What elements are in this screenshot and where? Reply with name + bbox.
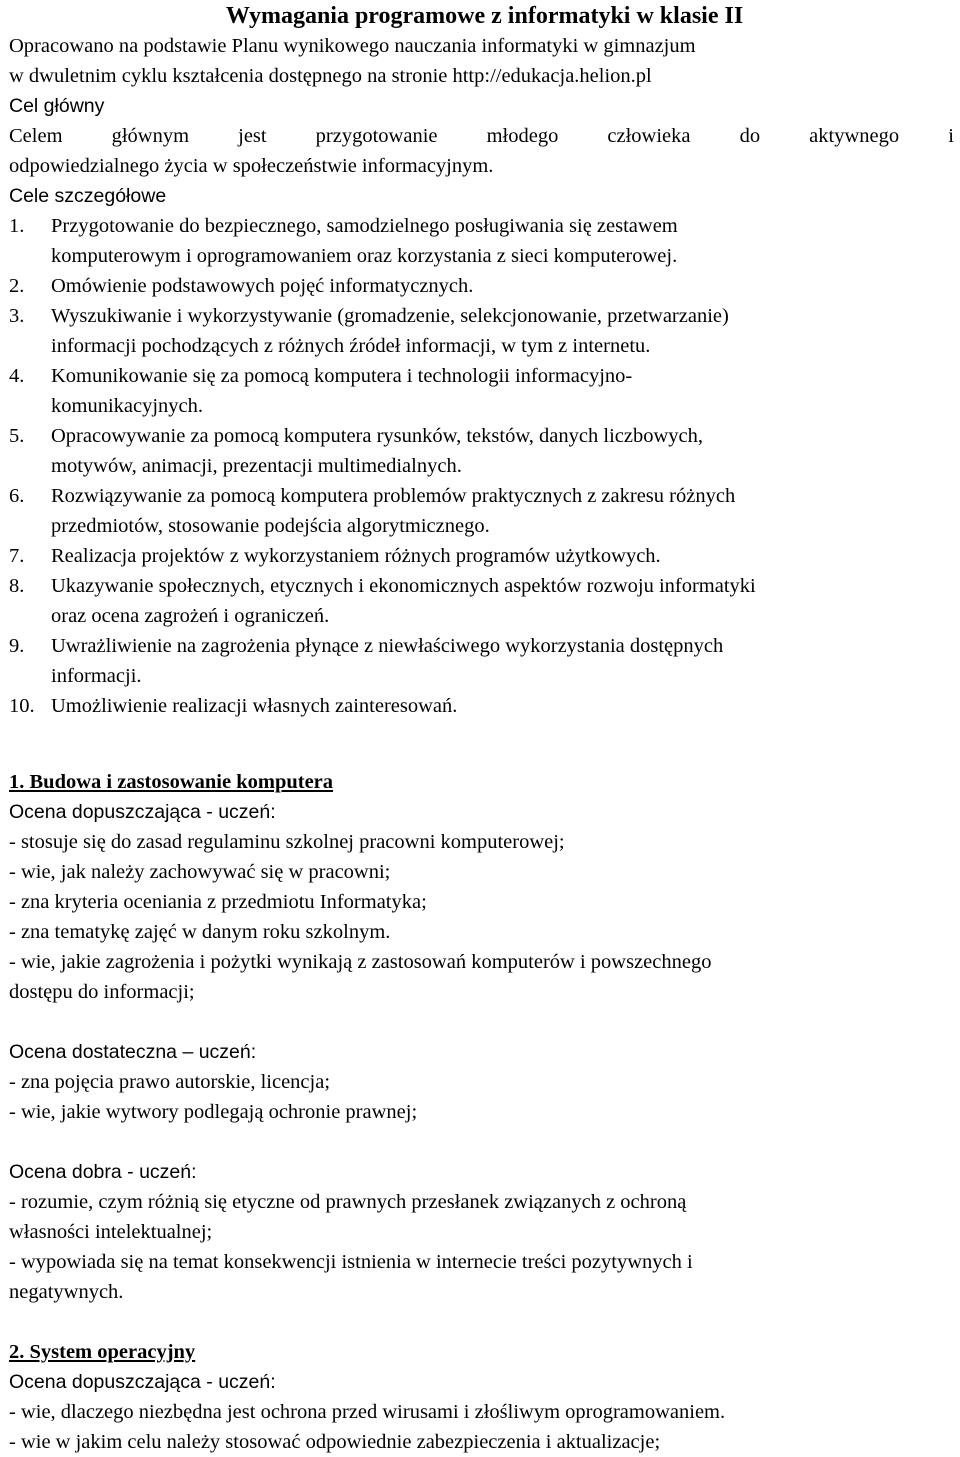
section-1-grade-dopuszczajaca-label: Ocena dopuszczająca - uczeń: bbox=[9, 801, 276, 823]
section-2-grade-dopuszczajaca-list bbox=[9, 1397, 960, 1457]
document-title: Wymagania programowe z informatyki w klasie II bbox=[225, 3, 744, 29]
objective-text-continued: motywów, animacji, prezentacji multimedialnych. bbox=[51, 455, 462, 477]
requirement-line: - zna tematykę zajęć w danym roku szkolnym. bbox=[9, 921, 391, 943]
objective-number: 10. bbox=[9, 695, 35, 717]
section-2-heading: 2. System operacyjny bbox=[9, 1341, 196, 1363]
detailed-goals-heading: Cele szczegółowe bbox=[9, 185, 167, 207]
goal-word: przygotowanie bbox=[315, 125, 438, 147]
objective-item bbox=[9, 571, 960, 601]
objective-number: 2. bbox=[9, 275, 25, 297]
objective-item bbox=[9, 361, 960, 391]
requirement-line: negatywnych. bbox=[9, 1281, 124, 1303]
objective-text: Ukazywanie społecznych, etycznych i ekonomicznych aspektów rozwoju informatyki bbox=[51, 575, 756, 597]
section-1-grade-dostateczna-list bbox=[9, 1067, 960, 1127]
requirement-line: - wypowiada się na temat konsekwencji istnienia w internecie treści pozytywnych i bbox=[9, 1251, 693, 1273]
requirement-line: - wie, dlaczego niezbędna jest ochrona przed wirusami i złośliwym oprogramowaniem. bbox=[9, 1401, 726, 1423]
objective-number: 1. bbox=[9, 215, 25, 237]
section-1-grade-dobra-list bbox=[9, 1187, 960, 1307]
section-1-heading: 1. Budowa i zastosowanie komputera bbox=[9, 771, 334, 793]
main-goal-line-1 bbox=[9, 121, 960, 151]
objective-text: Umożliwienie realizacji własnych zainteresowań. bbox=[51, 695, 458, 717]
intro-line-2: w dwuletnim cyklu kształcenia dostępnego na stronie http://edukacja.helion.pl bbox=[9, 65, 652, 87]
goal-word: jest bbox=[238, 125, 267, 147]
objective-number: 8. bbox=[9, 575, 25, 597]
requirement-line: dostępu do informacji; bbox=[9, 981, 195, 1003]
objective-text-continued: informacji pochodzących z różnych źródeł informacji, w tym z internetu. bbox=[51, 335, 651, 357]
objective-text: Opracowywanie za pomocą komputera rysunków, tekstów, danych liczbowych, bbox=[51, 425, 703, 447]
objective-item bbox=[9, 211, 960, 241]
goal-word: do bbox=[739, 125, 761, 147]
objective-number: 6. bbox=[9, 485, 25, 507]
objective-item bbox=[9, 301, 960, 331]
goal-word: człowieka bbox=[607, 125, 691, 147]
objective-number: 7. bbox=[9, 545, 25, 567]
objective-item bbox=[9, 481, 960, 511]
requirement-line: - wie w jakim celu należy stosować odpowiednie zabezpieczenia i aktualizacje; bbox=[9, 1431, 661, 1453]
requirement-line: - zna kryteria oceniania z przedmiotu Informatyka; bbox=[9, 891, 427, 913]
goal-word: i bbox=[948, 125, 954, 147]
requirement-line: - wie, jakie wytwory podlegają ochronie prawnej; bbox=[9, 1101, 418, 1123]
objective-item bbox=[9, 631, 960, 661]
requirement-line: - rozumie, czym różnią się etyczne od prawnych przesłanek związanych z ochroną bbox=[9, 1191, 687, 1213]
goal-word: głównym bbox=[111, 125, 190, 147]
objective-text: Przygotowanie do bezpiecznego, samodzielnego posługiwania się zestawem bbox=[51, 215, 678, 237]
objective-item bbox=[9, 691, 960, 721]
objective-text: Uwrażliwienie na zagrożenia płynące z niewłaściwego wykorzystania dostępnych bbox=[51, 635, 724, 657]
objective-text-continued: informacji. bbox=[51, 665, 142, 687]
main-goal-heading: Cel główny bbox=[9, 95, 105, 117]
objective-text: Wyszukiwanie i wykorzystywanie (gromadzenie, selekcjonowanie, przetwarzanie) bbox=[51, 305, 729, 327]
section-2-grade-dopuszczajaca-label: Ocena dopuszczająca - uczeń: bbox=[9, 1371, 276, 1393]
objective-number: 3. bbox=[9, 305, 25, 327]
objective-item bbox=[9, 541, 960, 571]
section-1-grade-dopuszczajaca-list bbox=[9, 827, 960, 1007]
requirement-line: - stosuje się do zasad regulaminu szkolnej pracowni komputerowej; bbox=[9, 831, 565, 853]
objective-text-continued: komunikacyjnych. bbox=[51, 395, 204, 417]
requirement-line: - zna pojęcia prawo autorskie, licencja; bbox=[9, 1071, 331, 1093]
objectives-list bbox=[9, 211, 960, 721]
goal-word: aktywnego bbox=[809, 125, 900, 147]
objective-item bbox=[9, 421, 960, 451]
section-1-grade-dobra-label: Ocena dobra - uczeń: bbox=[9, 1161, 197, 1183]
objective-number: 4. bbox=[9, 365, 25, 387]
requirement-line: - wie, jak należy zachowywać się w pracowni; bbox=[9, 861, 391, 883]
intro-line-1: Opracowano na podstawie Planu wynikowego nauczania informatyki w gimnazjum bbox=[9, 35, 696, 57]
requirement-line: własności intelektualnej; bbox=[9, 1221, 213, 1243]
objective-text: Omówienie podstawowych pojęć informatycznych. bbox=[51, 275, 474, 297]
goal-word: młodego bbox=[486, 125, 559, 147]
main-goal-line-2: odpowiedzialnego życia w społeczeństwie informacyjnym. bbox=[9, 155, 494, 177]
objective-number: 5. bbox=[9, 425, 25, 447]
objective-text: Komunikowanie się za pomocą komputera i technologii informacyjno- bbox=[51, 365, 633, 387]
objective-text-continued: przedmiotów, stosowanie podejścia algorytmicznego. bbox=[51, 515, 490, 537]
objective-text: Realizacja projektów z wykorzystaniem różnych programów użytkowych. bbox=[51, 545, 661, 567]
section-1-grade-dostateczna-label: Ocena dostateczna – uczeń: bbox=[9, 1041, 257, 1063]
objective-number: 9. bbox=[9, 635, 25, 657]
goal-word: Celem bbox=[9, 125, 63, 147]
objective-text-continued: oraz ocena zagrożeń i ograniczeń. bbox=[51, 605, 330, 627]
requirement-line: - wie, jakie zagrożenia i pożytki wynikają z zastosowań komputerów i powszechnego bbox=[9, 951, 712, 973]
objective-text: Rozwiązywanie za pomocą komputera problemów praktycznych z zakresu różnych bbox=[51, 485, 736, 507]
objective-text-continued: komputerowym i oprogramowaniem oraz korzystania z sieci komputerowej. bbox=[51, 245, 678, 267]
objective-item bbox=[9, 271, 960, 301]
